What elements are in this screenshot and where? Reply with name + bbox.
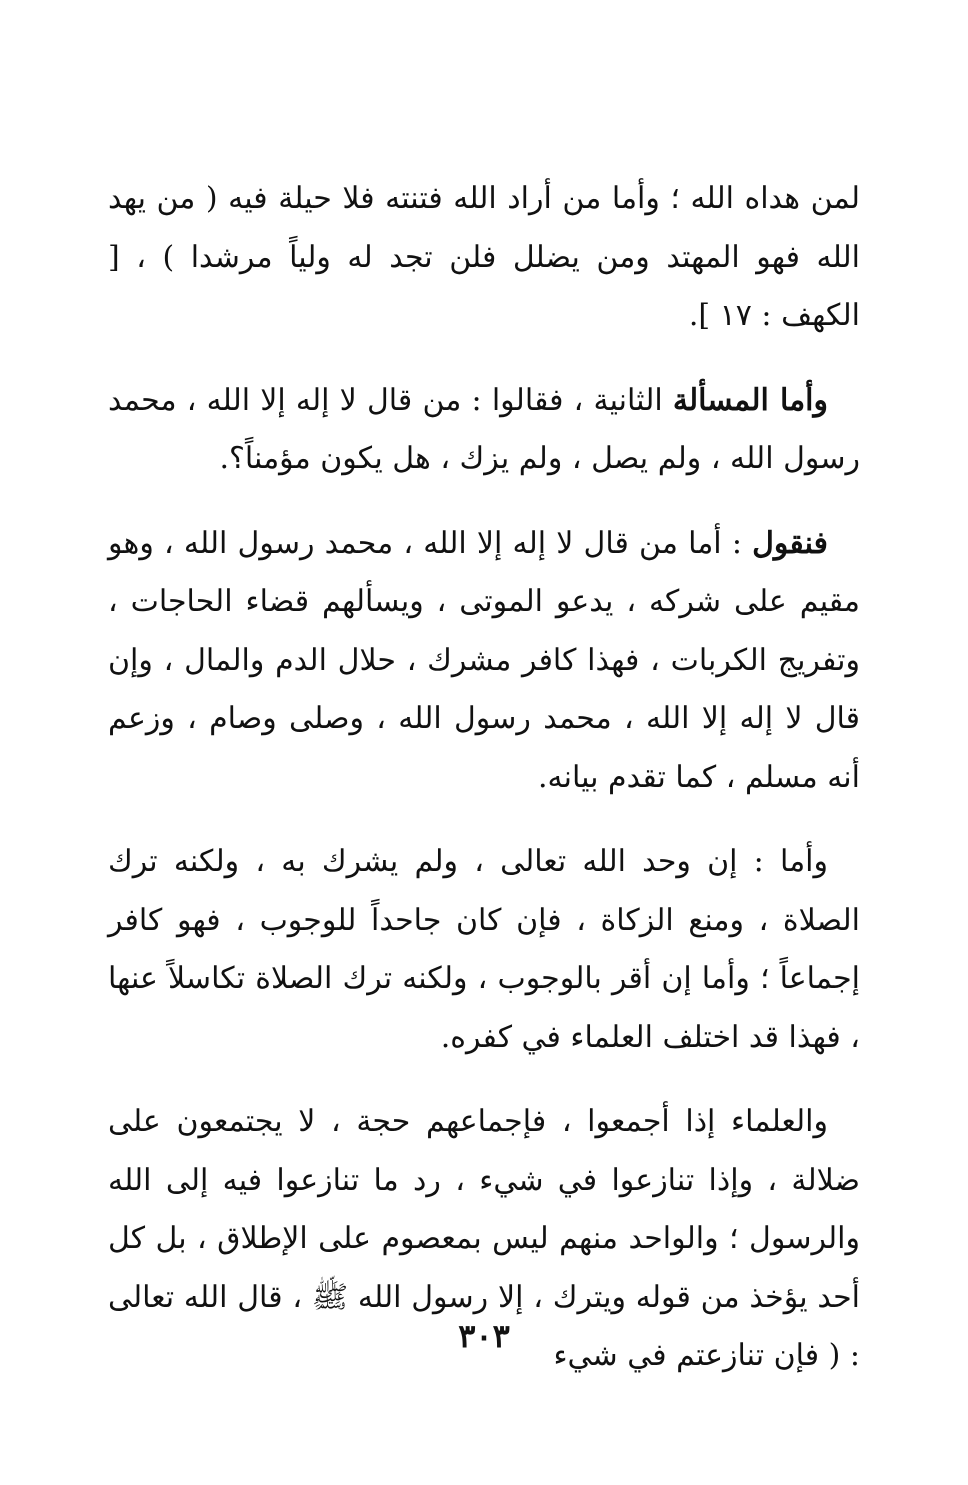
paragraph-3-lead: فنقول <box>752 525 828 561</box>
paragraph-3 <box>108 515 860 808</box>
page-body <box>108 170 860 1412</box>
paragraph-2-text: الثانية ، فقالوا : من قال لا إله إلا الله ، محمد رسول الله ، ولم يصل ، ولم يزك ، هل يكون مؤمناً؟. <box>108 382 860 476</box>
paragraph-1 <box>108 170 860 346</box>
paragraph-1-text: لمن هداه الله ؛ وأما من أراد الله فتنته فلا حيلة فيه ( من يهد الله فهو المهتد ومن يضلل فلن تجد له ولياً مرشدا ) ، [ الكهف : ١٧ ]. <box>108 181 860 333</box>
paragraph-4 <box>108 833 860 1067</box>
paragraph-2 <box>108 372 860 489</box>
page-number: ٣٠٣ <box>458 1317 510 1355</box>
paragraph-4-text: وأما : إن وحد الله تعالى ، ولم يشرك به ، ولكنه ترك الصلاة ، ومنع الزكاة ، فإن كان جاحداً للوجوب ، فهو كافر إجماعاً ؛ وأما إن أقر بالوجوب ، ولكنه ترك الصلاة تكاسلاً عنها ، فهذا قد اختلف العلماء في كفره. <box>108 844 860 1055</box>
paragraph-2-lead: وأما المسألة <box>672 382 828 418</box>
paragraph-3-text: : أما من قال لا إله إلا الله ، محمد رسول الله ، وهو مقيم على شركه ، يدعو الموتى ، ويسألهم قضاء الحاجات ، وتفريج الكربات ، فهذا كافر مشرك ، حلال الدم والمال ، وإن قال لا إله إلا الله ، محمد رسول الله ، وصلى وصام ، وزعم أنه مسلم ، كما تقدم بيانه. <box>108 525 860 795</box>
paragraph-5-text: والعلماء إذا أجمعوا ، فإجماعهم حجة ، لا يجتمعون على ضلالة ، وإذا تنازعوا في شيء ، رد ما تنازعوا فيه إلى الله والرسول ؛ والواحد منهم ليس بمعصوم على الإطلاق ، بل كل أحد يؤخذ من قوله ويترك ، إلا رسول الله ﷺ ، قال الله تعالى : ( فإن تنازعتم في شيء <box>108 1104 860 1373</box>
